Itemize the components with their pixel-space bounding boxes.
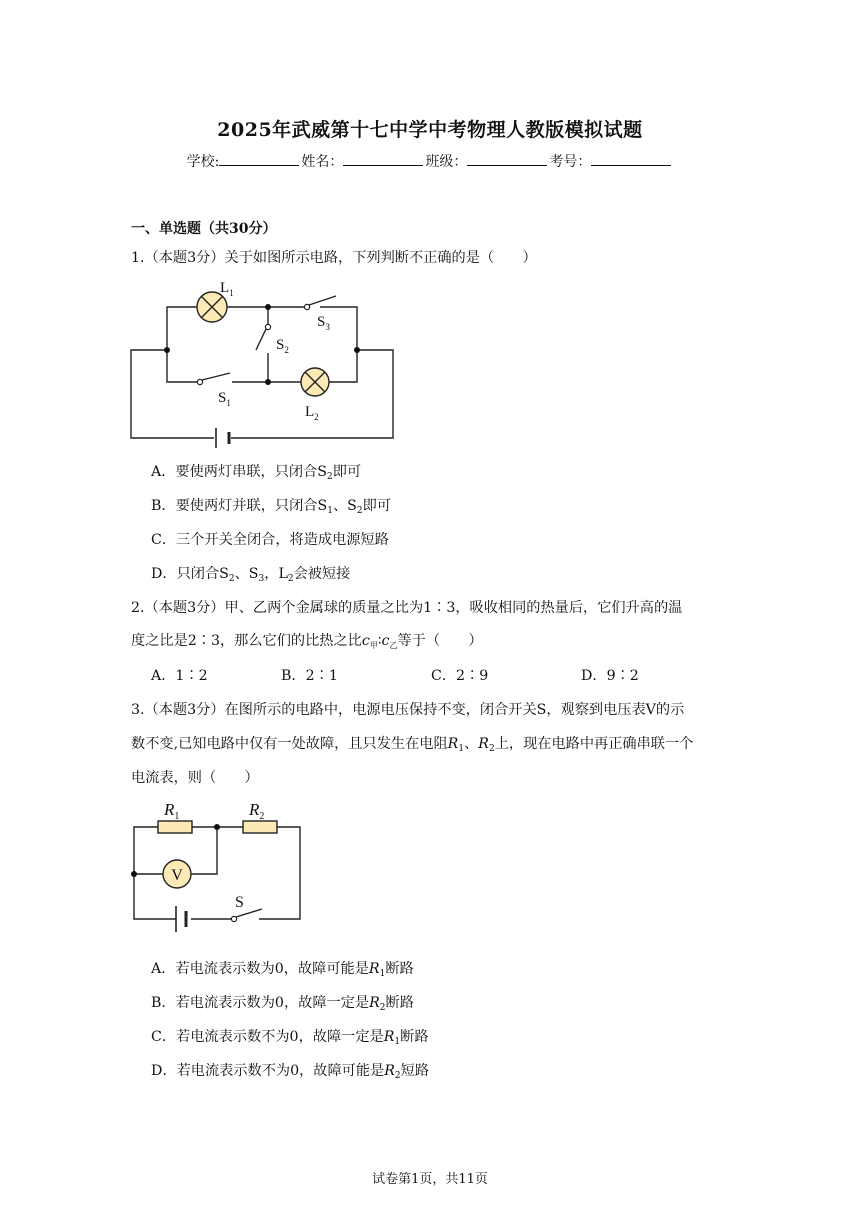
q2-option-c: C．2∶9 <box>431 668 489 684</box>
svg-text:S3 <box>317 314 330 332</box>
resistor-r1-icon <box>158 821 192 833</box>
page-footer: 试卷第1页，共11页 <box>372 1172 488 1187</box>
switch-s1-icon <box>197 373 230 385</box>
exam-no-label: 考号： <box>549 154 592 170</box>
label-s1-sub: 1 <box>226 398 231 408</box>
q1-option-c: C．三个开关全闭合，将造成电源短路 <box>151 532 389 548</box>
q1-option-b: B．要使两灯并联，只闭合$S_1$、$S_2$即可 <box>151 498 391 516</box>
switch-s2-icon <box>256 324 274 353</box>
svg-text:L1 <box>220 280 234 298</box>
q3-option-b: B．若电流表示数为0，故障一定是$R_2$断路 <box>151 995 414 1013</box>
q3-stem-line1: 3.（本题3分）在图所示的电路中，电源电压保持不变，闭合开关S，观察到电压表V的示 <box>131 702 685 718</box>
label-l1: L <box>220 280 230 296</box>
lamp-l1-icon <box>197 292 227 322</box>
label-r1-sub: 1 <box>174 811 180 822</box>
q2-option-a: A．1∶2 <box>151 668 208 684</box>
label-l2: L <box>305 404 315 420</box>
q3-stem-line2: 数不变,已知电路中仅有一处故障，且只发生在电阻$R_1$、$R_2$上，现在电路中再正确串联一个 <box>131 736 694 754</box>
q2-stem-line2: 度之比是2∶3，那么它们的比热之比$c_甲∶c_乙$等于（ ） <box>131 633 483 650</box>
q3-option-c: C．若电流表示数不为0，故障一定是$R_1$断路 <box>151 1029 429 1047</box>
q1-option-d: D．只闭合$S_2$、$S_3$，$L_2$会被短接 <box>151 566 351 584</box>
label-s1: S <box>218 390 227 406</box>
label-s3-sub: 3 <box>325 322 330 332</box>
q3-option-a: A．若电流表示数为0，故障可能是$R_1$断路 <box>151 961 414 979</box>
label-r2-sub: 2 <box>259 811 265 822</box>
page-title: 2025年武威第十七中学中考物理人教版模拟试题 <box>217 119 643 141</box>
label-l1-sub: 1 <box>229 288 234 298</box>
class-label: 班级： <box>425 154 468 170</box>
school-label: 学校: <box>186 154 220 170</box>
q3-option-d: D．若电流表示数不为0，故障可能是$R_2$短路 <box>151 1063 430 1081</box>
q2-option-b: B．2∶1 <box>281 668 338 684</box>
label-s3: S <box>317 314 326 330</box>
q2-option-d: D．9∶2 <box>581 668 639 684</box>
label-s: S <box>235 894 244 911</box>
svg-text:S2 <box>276 337 289 355</box>
q2-stem-line1: 2.（本题3分）甲、乙两个金属球的质量之比为1∶3，吸收相同的热量后，它们升高的温 <box>131 600 683 616</box>
battery-icon <box>176 906 186 932</box>
section-heading: 一、单选题（共30分） <box>131 221 277 237</box>
resistor-r2-icon <box>243 821 277 833</box>
label-l2-sub: 2 <box>314 412 319 422</box>
svg-text:R2 <box>248 800 264 822</box>
label-r1: R <box>164 800 175 819</box>
svg-text:L2 <box>305 404 319 422</box>
battery-icon <box>216 428 229 448</box>
q1-option-a: A．要使两灯串联，只闭合$S_2$即可 <box>151 464 362 482</box>
svg-text:S1 <box>218 390 231 408</box>
lamp-l2-icon <box>301 368 329 396</box>
label-r2: R <box>249 800 260 819</box>
svg-text:R1 <box>163 800 179 822</box>
q1-stem: 1.（本题3分）关于如图所示电路，下列判断不正确的是（ ） <box>131 250 537 266</box>
voltmeter-icon <box>163 860 191 888</box>
label-s2: S <box>276 337 285 353</box>
q3-stem-line3: 电流表，则（ ） <box>131 770 259 786</box>
name-label: 姓名： <box>301 154 344 170</box>
q1-circuit-diagram <box>0 0 860 470</box>
q3-circuit-diagram <box>0 780 860 940</box>
label-s2-sub: 2 <box>284 345 289 355</box>
label-v: V <box>171 867 183 884</box>
